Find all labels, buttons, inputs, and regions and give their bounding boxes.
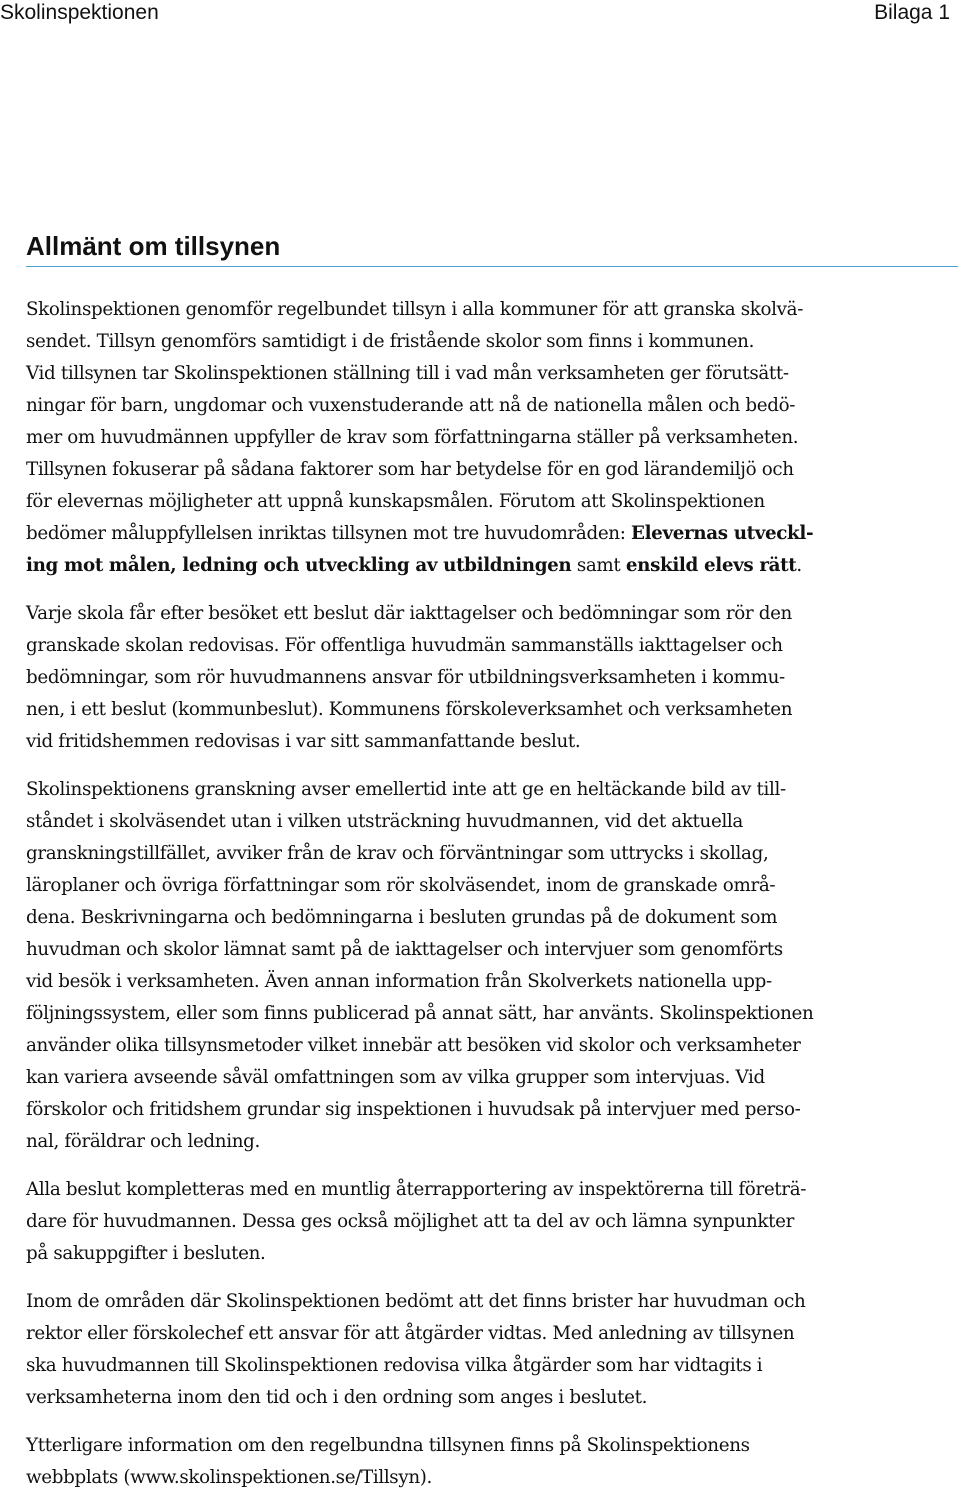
emphasis-main-areas-cont: ing mot målen, ledning och utveckling av utbildningen xyxy=(26,555,572,576)
text-line: vid fritidshemmen redovisas i var sitt sammanfattande beslut. xyxy=(26,731,581,752)
text-line: verksamheterna inom den tid och i den ordning som anges i beslutet. xyxy=(26,1387,648,1408)
text-line: följningssystem, eller som finns publicerad på annat sätt, har använts. Skolinspektionen xyxy=(26,1003,814,1024)
text-fragment: samt xyxy=(571,555,626,576)
text-line: rektor eller förskolechef ett ansvar för att åtgärder vidtas. Med anledning av tillsynen xyxy=(26,1323,795,1344)
text-line: huvudman och skolor lämnat samt på de iakttagelser och intervjuer som genomförts xyxy=(26,939,783,960)
text-line: ningar för barn, ungdomar och vuxenstuderande att nå de nationella målen och bedö- xyxy=(26,395,796,416)
text-fragment: bedömer måluppfyllelsen inriktas tillsynen mot tre huvudområden: xyxy=(26,523,631,544)
text-line: dena. Beskrivningarna och bedömningarna i besluten grundas på de dokument som xyxy=(26,907,778,928)
text-line: Tillsynen fokuserar på sådana faktorer som har betydelse för en god lärandemiljö och xyxy=(26,459,794,480)
document-body xyxy=(26,294,953,1510)
header-appendix-label: Bilaga 1 xyxy=(874,1,950,24)
paragraph-remediation xyxy=(26,1286,953,1414)
paragraph-tillsyn-scope xyxy=(26,358,953,582)
text-line: på sakuppgifter i besluten. xyxy=(26,1243,266,1264)
text-line: bedömningar, som rör huvudmannens ansvar för utbildningsverksamheten i kommu- xyxy=(26,667,785,688)
text-line: förskolor och fritidshem grundar sig inspektionen i huvudsak på intervjuer med perso- xyxy=(26,1099,801,1120)
paragraph-more-info xyxy=(26,1430,953,1494)
text-line: granskningstillfället, avviker från de krav och förväntningar som uttrycks i skollag, xyxy=(26,843,769,864)
emphasis-main-areas: Elevernas utveckl- xyxy=(631,523,814,544)
text-line: dare för huvudmannen. Dessa ges också möjlighet att ta del av och lämna synpunkter xyxy=(26,1211,794,1232)
text-line: Ytterligare information om den regelbundna tillsynen finns på Skolinspektionens xyxy=(26,1435,750,1456)
text-line: mer om huvudmännen uppfyller de krav som författningarna ställer på verksamheten. xyxy=(26,427,799,448)
text-line: Alla beslut kompletteras med en muntlig återrapportering av inspektörerna till företrä- xyxy=(26,1179,807,1200)
text-line: Vid tillsynen tar Skolinspektionen ställning till i vad mån verksamheten ger förutsätt- xyxy=(26,363,789,384)
paragraph-intro xyxy=(26,294,953,358)
text-line xyxy=(26,555,802,576)
text-line xyxy=(26,523,813,544)
text-line: Varje skola får efter besöket ett beslut där iakttagelser och bedömningar som rör den xyxy=(26,603,792,624)
text-line: Skolinspektionen genomför regelbundet tillsyn i alla kommuner för att granska skolvä- xyxy=(26,299,804,320)
text-line: kan variera avseende såväl omfattningen som av vilka grupper som intervjuas. Vid xyxy=(26,1067,765,1088)
text-line: granskade skolan redovisas. För offentliga huvudmän sammanställs iakttagelser och xyxy=(26,635,783,656)
text-line: ståndet i skolväsendet utan i vilken utsträckning huvudmannen, vid det aktuella xyxy=(26,811,743,832)
text-line: för elevernas möjligheter att uppnå kunskapsmålen. Förutom att Skolinspektionen xyxy=(26,491,765,512)
text-line: vid besök i verksamheten. Även annan information från Skolverkets nationella upp- xyxy=(26,971,772,992)
text-line: läroplaner och övriga författningar som rör skolväsendet, inom de granskade områ- xyxy=(26,875,776,896)
text-line: använder olika tillsynsmetoder vilket innebär att besöken vid skolor och verksamheter xyxy=(26,1035,801,1056)
paragraph-feedback xyxy=(26,1174,953,1270)
text-fragment: . xyxy=(796,555,802,576)
header-organization: Skolinspektionen xyxy=(0,1,159,24)
emphasis-student-rights: enskild elevs rätt xyxy=(625,555,797,576)
paragraph-decisions xyxy=(26,598,953,758)
text-line: ska huvudmannen till Skolinspektionen redovisa vilka åtgärder som har vidtagits i xyxy=(26,1355,763,1376)
text-line: Inom de områden där Skolinspektionen bedömt att det finns brister har huvudman och xyxy=(26,1291,806,1312)
text-line: Skolinspektionens granskning avser emellertid inte att ge en heltäckande bild av till- xyxy=(26,779,786,800)
heading-divider xyxy=(26,266,958,267)
section-heading: Allmänt om tillsynen xyxy=(26,231,281,261)
text-line: sendet. Tillsyn genomförs samtidigt i de fristående skolor som finns i kommunen. xyxy=(26,331,755,352)
text-line: webbplats (www.skolinspektionen.se/Tillsyn). xyxy=(26,1467,432,1488)
page-header xyxy=(0,0,960,26)
text-line: nen, i ett beslut (kommunbeslut). Kommunens förskoleverksamhet och verksamheten xyxy=(26,699,793,720)
text-line: nal, föräldrar och ledning. xyxy=(26,1131,260,1152)
paragraph-review-scope xyxy=(26,774,953,1158)
